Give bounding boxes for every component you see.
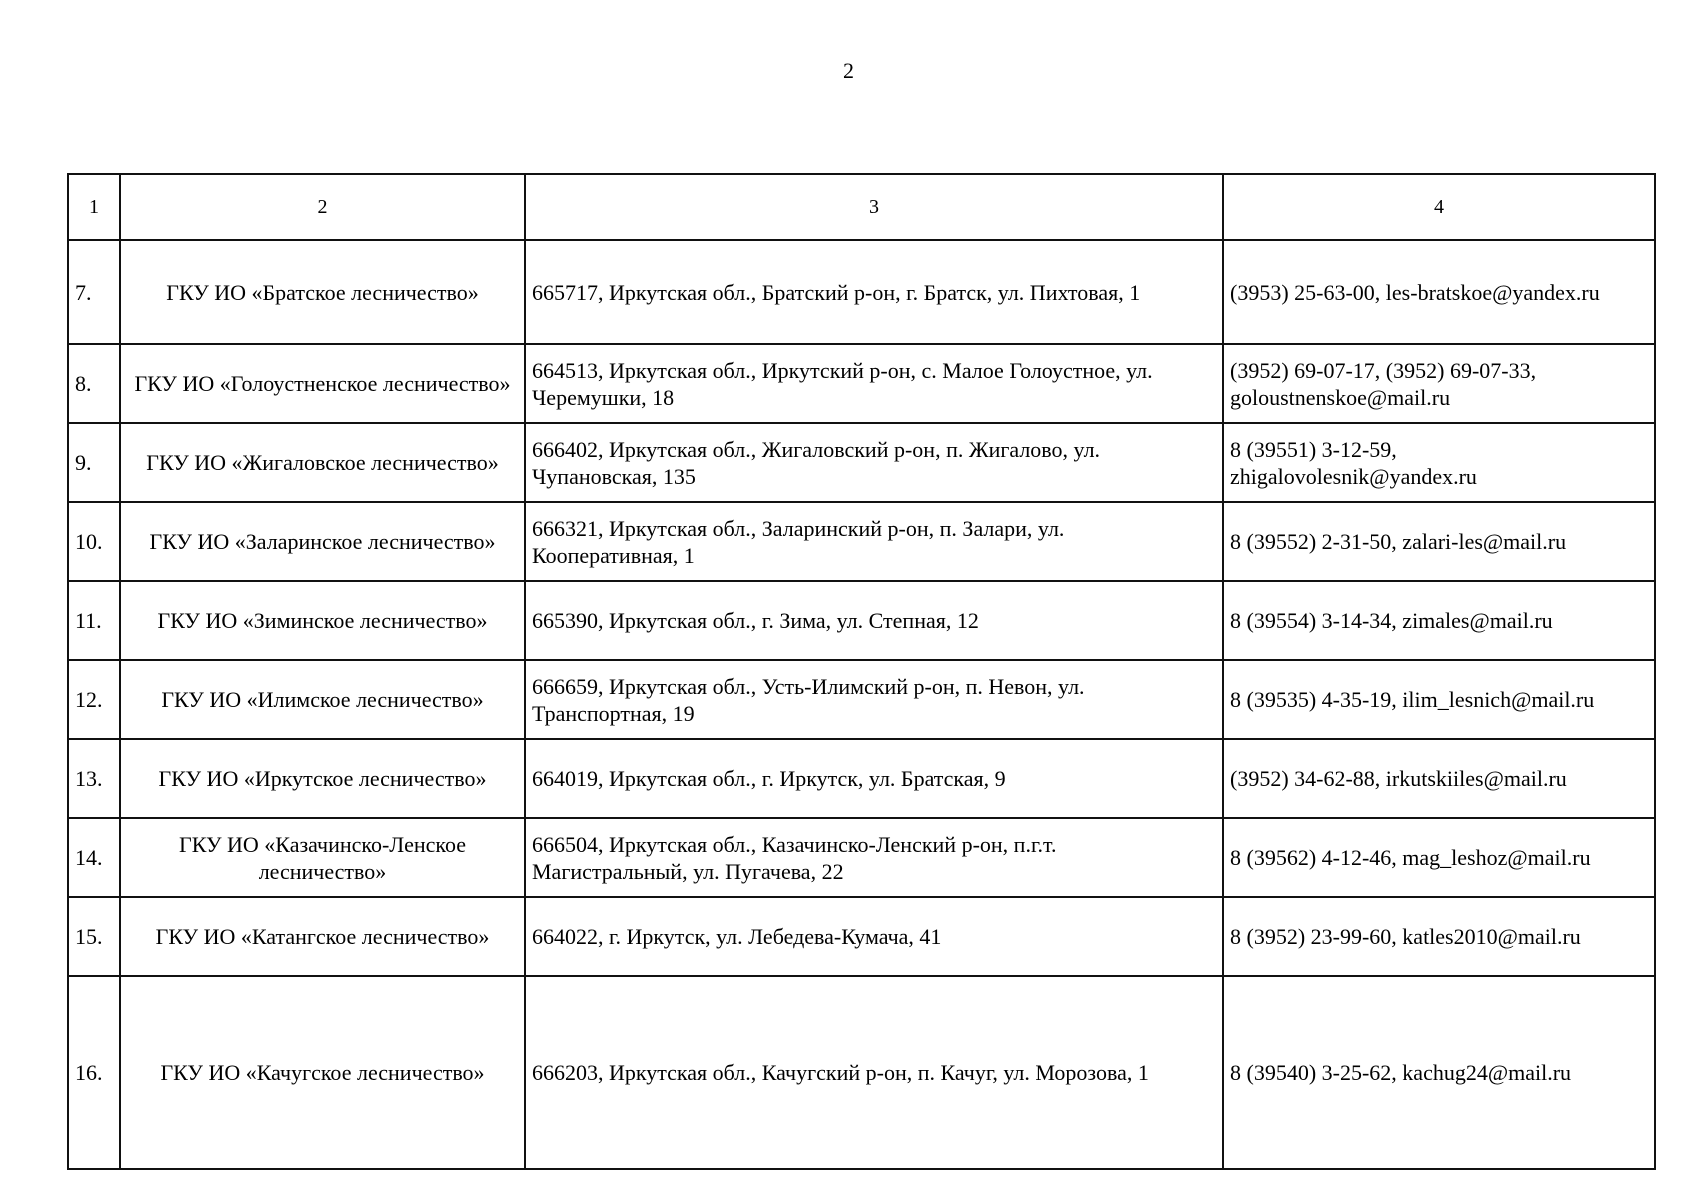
forestry-contact: 8 (39554) 3-14-34, zimales@mail.ru [1223,581,1655,660]
column-header: 4 [1223,174,1655,240]
forestry-contact: 8 (39562) 4-12-46, mag_leshoz@mail.ru [1223,818,1655,897]
forestry-contact: 8 (39535) 4-35-19, ilim_lesnich@mail.ru [1223,660,1655,739]
table-row [68,240,1655,344]
forestry-address: 664513, Иркутская обл., Иркутский р-он, с. Малое Голоустное, ул. Черемушки, 18 [525,344,1223,423]
table-row [68,581,1655,660]
table-row [68,344,1655,423]
forestry-name: ГКУ ИО «Иркутское лесничество» [120,739,525,818]
forestry-name: ГКУ ИО «Голоустненское лесничество» [120,344,525,423]
row-number: 12. [68,660,120,739]
forestry-name: ГКУ ИО «Казачинско-Ленское лесничество» [120,818,525,897]
forestry-name: ГКУ ИО «Катангское лесничество» [120,897,525,976]
page-number: 2 [843,58,854,83]
forestry-name: ГКУ ИО «Братское лесничество» [120,240,525,344]
forestry-address: 666402, Иркутская обл., Жигаловский р-он, п. Жигалово, ул. Чупановская, 135 [525,423,1223,502]
forestry-name: ГКУ ИО «Зиминское лесничество» [120,581,525,660]
row-number: 7. [68,240,120,344]
forestry-table [67,173,1656,1170]
table-row [68,976,1655,1169]
forestry-name: ГКУ ИО «Качугское лесничество» [120,976,525,1169]
column-header: 1 [68,174,120,240]
forestry-address: 665717, Иркутская обл., Братский р-он, г. Братск, ул. Пихтовая, 1 [525,240,1223,344]
table-row [68,660,1655,739]
forestry-contact: 8 (39551) 3-12-59, zhigalovolesnik@yandex.ru [1223,423,1655,502]
forestry-address: 664022, г. Иркутск, ул. Лебедева-Кумача, 41 [525,897,1223,976]
forestry-contact: (3953) 25-63-00, les-bratskoe@yandex.ru [1223,240,1655,344]
forestry-address: 666504, Иркутская обл., Казачинско-Ленский р-он, п.г.т. Магистральный, ул. Пугачева, 22 [525,818,1223,897]
forestry-contact: (3952) 69-07-17, (3952) 69-07-33, goloustnenskoe@mail.ru [1223,344,1655,423]
row-number: 8. [68,344,120,423]
table-row [68,739,1655,818]
row-number: 16. [68,976,120,1169]
row-number: 14. [68,818,120,897]
forestry-address: 666203, Иркутская обл., Качугский р-он, п. Качуг, ул. Морозова, 1 [525,976,1223,1169]
table-row [68,423,1655,502]
column-header: 3 [525,174,1223,240]
forestry-contact: 8 (3952) 23-99-60, katles2010@mail.ru [1223,897,1655,976]
table-row [68,897,1655,976]
table-header-row [68,174,1655,240]
forestry-contact: 8 (39552) 2-31-50, zalari-les@mail.ru [1223,502,1655,581]
table-row [68,818,1655,897]
forestry-name: ГКУ ИО «Заларинское лесничество» [120,502,525,581]
row-number: 13. [68,739,120,818]
row-number: 11. [68,581,120,660]
forestry-contact: 8 (39540) 3-25-62, kachug24@mail.ru [1223,976,1655,1169]
forestry-name: ГКУ ИО «Илимское лесничество» [120,660,525,739]
forestry-address: 665390, Иркутская обл., г. Зима, ул. Степная, 12 [525,581,1223,660]
forestry-name: ГКУ ИО «Жигаловское лесничество» [120,423,525,502]
row-number: 9. [68,423,120,502]
row-number: 15. [68,897,120,976]
row-number: 10. [68,502,120,581]
forestry-contact: (3952) 34-62-88, irkutskiiles@mail.ru [1223,739,1655,818]
forestry-address: 666659, Иркутская обл., Усть-Илимский р-он, п. Невон, ул. Транспортная, 19 [525,660,1223,739]
forestry-address: 666321, Иркутская обл., Заларинский р-он, п. Залари, ул. Кооперативная, 1 [525,502,1223,581]
table-row [68,502,1655,581]
forestry-address: 664019, Иркутская обл., г. Иркутск, ул. Братская, 9 [525,739,1223,818]
column-header: 2 [120,174,525,240]
